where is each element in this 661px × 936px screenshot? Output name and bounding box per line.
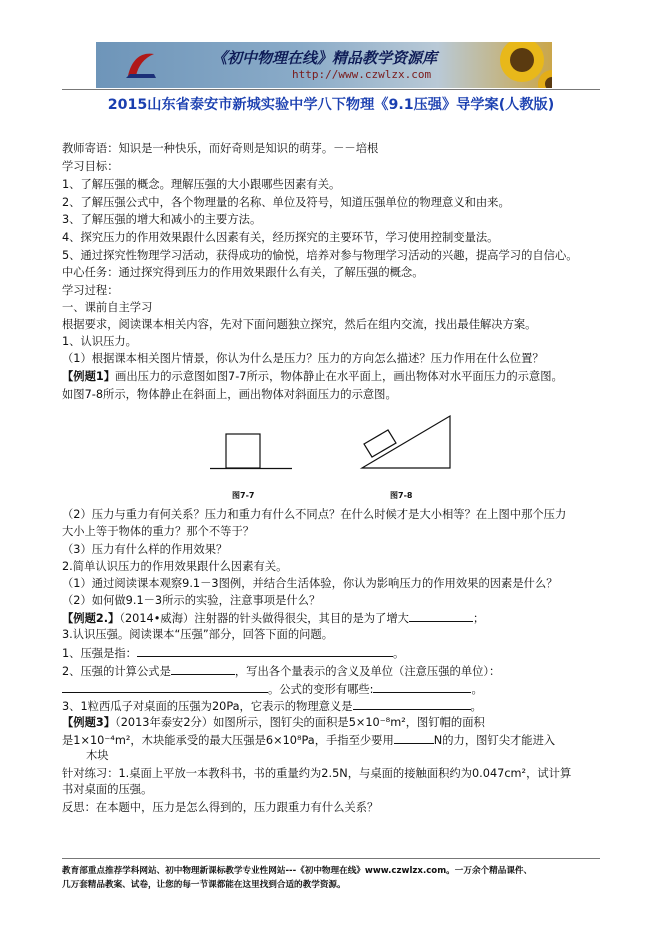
site-logo-icon bbox=[124, 50, 158, 80]
objectives-heading: 学习目标： bbox=[62, 160, 119, 173]
footer-line-1: 教育部重点推荐学科网站、初中物理新课标教学专业性网站---《初中物理在线》www.czwlzx.com。一万余个精品课件、 bbox=[62, 866, 533, 876]
footer-line-2: 几万套精品教案、试卷，让您的每一节课都能在这里找到合适的教学资源。 bbox=[62, 880, 346, 890]
answer-blank[interactable] bbox=[62, 682, 268, 693]
banner-title: 《初中物理在线》精品教学资源库 bbox=[212, 49, 438, 67]
formula-variants-label: 。公式的变形有哪些: bbox=[268, 683, 374, 696]
topic-2: 2.简单认识压力的作用效果跟什么因素有关。 bbox=[62, 560, 288, 573]
pressure-formula-label: 2、压强的计算公式是 bbox=[62, 665, 171, 678]
figure-7-8 bbox=[354, 410, 454, 480]
question-2-cont: 大小上等于物体的重力？那个不等于？ bbox=[62, 525, 255, 538]
example-3-cont bbox=[62, 733, 555, 748]
example-2-text: （2014•威海）注射器的针头做得很尖，其目的是为了增大 bbox=[119, 612, 409, 625]
topic-3: 3.认识压强。阅读课本“压强”部分，回答下面的问题。 bbox=[62, 628, 334, 641]
example-3-end: 木块 bbox=[86, 749, 109, 762]
example-3-text: （2013年泰安2分）如图所示，图钉尖的面积是5×10⁻⁸m²，图钉帽的面积 bbox=[115, 716, 485, 729]
formula-variants-end: 。 bbox=[471, 683, 483, 696]
seed-pressure-end: 。 bbox=[470, 700, 482, 713]
topic-1: 1、认识压力。 bbox=[62, 335, 137, 348]
topic-2-question-2: （2）如何做9.1－3所示的实验，注意事项是什么？ bbox=[62, 594, 321, 607]
example-2-label: 【例题2.】 bbox=[62, 612, 120, 625]
pressure-definition-end: 。 bbox=[392, 647, 405, 660]
header-banner bbox=[96, 42, 552, 88]
objective-4: 4、探究压力的作用效果跟什么因素有关，经历探究的主要环节，学习使用控制变量法。 bbox=[62, 231, 499, 244]
figure-7-7 bbox=[208, 430, 294, 480]
seed-pressure bbox=[62, 699, 482, 714]
question-2: （2）压力与重力有何关系？压力和重力有什么不同点？在什么时候才是大小相等？在上图中那个压力 bbox=[62, 508, 567, 521]
example-3-cont-end: N的力，图钉尖才能进入 bbox=[433, 734, 556, 747]
question-3: （3）压力有什么样的作用效果？ bbox=[62, 543, 228, 556]
figure-7-7-caption: 图7-7 bbox=[232, 491, 255, 500]
header-divider bbox=[62, 89, 600, 90]
example-3 bbox=[62, 716, 485, 730]
objective-3: 3、了解压强的增大和减小的主要方法。 bbox=[62, 213, 262, 226]
practice-1-cont: 书对桌面的压强。 bbox=[62, 783, 153, 796]
answer-blank[interactable] bbox=[353, 699, 471, 710]
answer-blank[interactable] bbox=[373, 682, 471, 693]
example-3-label: 【例题3】 bbox=[62, 716, 116, 729]
example-3-cont-text: 是1×10⁻⁴m²，木块能承受的最大压强是6×10⁸Pa，手指至少要用 bbox=[62, 734, 394, 747]
topic-2-question-1: （1）通过阅读课本观察9.1－3图例，并结合生活体验，你认为影响压力的作用效果的因素是什么？ bbox=[62, 577, 558, 590]
sunflower-icon bbox=[478, 42, 552, 88]
question-1: （1）根据课本相关图片情景，你认为什么是压力？压力的方向怎么描述？压力作用在什么位置？ bbox=[62, 352, 544, 365]
pressure-definition-label: 1、压强是指： bbox=[62, 647, 137, 660]
section-heading: 一、课前自主学习 bbox=[62, 301, 153, 314]
process-heading: 学习过程： bbox=[62, 284, 119, 297]
example-2-end: ； bbox=[472, 612, 485, 625]
answer-blank[interactable] bbox=[394, 733, 434, 744]
instructions: 根据要求，阅读课本相关内容，先对下面问题独立探究，然后在组内交流，找出最佳解决方案。 bbox=[62, 318, 537, 331]
teacher-message: 教师寄语：知识是一种快乐，而好奇则是知识的萌芽。－－培根 bbox=[62, 142, 379, 155]
example-1-label: 【例题1】 bbox=[62, 370, 116, 383]
objective-2: 2、了解压强公式中，各个物理量的名称、单位及符号，知道压强单位的物理意义和由来。 bbox=[62, 196, 510, 209]
example-1-text: 画出压力的示意图如图7-7所示，物体静止在水平面上，画出物体对水平面压力的示意图。 bbox=[115, 370, 563, 383]
reflection: 反思：在本题中，压力是怎么得到的，压力跟重力有什么关系？ bbox=[62, 801, 379, 814]
page-title: 2015山东省泰安市新城实验中学八下物理《9.1压强》导学案(人教版) bbox=[107, 97, 555, 113]
footer-divider bbox=[62, 858, 600, 859]
example-1 bbox=[62, 370, 563, 384]
pressure-formula-text: ，写出各个量表示的含义及单位（注意压强的单位）： bbox=[234, 665, 501, 678]
answer-blank[interactable] bbox=[171, 664, 235, 675]
central-task: 中心任务：通过探究得到压力的作用效果跟什么有关，了解压强的概念。 bbox=[62, 266, 424, 279]
pressure-formula-cont bbox=[62, 682, 483, 697]
objective-1: 1、了解压强的概念。理解压强的大小跟哪些因素有关。 bbox=[62, 178, 341, 191]
figure-7-8-caption: 图7-8 bbox=[390, 491, 413, 500]
example-1-part-b: 如图7-8所示，物体静止在斜面上，画出物体对斜面压力的示意图。 bbox=[62, 388, 397, 401]
practice-1: 针对练习：1.桌面上平放一本教科书，书的重量约为2.5N，与桌面的接触面积约为0.047cm²，试计算 bbox=[62, 767, 572, 780]
answer-blank[interactable] bbox=[137, 646, 393, 657]
objective-5: 5、通过探究性物理学习活动，获得成功的愉悦，培养对参与物理学习活动的兴趣，提高学习的自信心。 bbox=[62, 249, 578, 262]
banner-url[interactable]: http://www.czwlzx.com bbox=[292, 68, 432, 81]
pressure-definition bbox=[62, 646, 404, 661]
pressure-formula bbox=[62, 664, 500, 679]
answer-blank[interactable] bbox=[409, 611, 473, 622]
example-2 bbox=[62, 611, 484, 626]
seed-pressure-text: 3、1粒西瓜子对桌面的压强为20Pa，它表示的物理意义是 bbox=[62, 700, 353, 713]
